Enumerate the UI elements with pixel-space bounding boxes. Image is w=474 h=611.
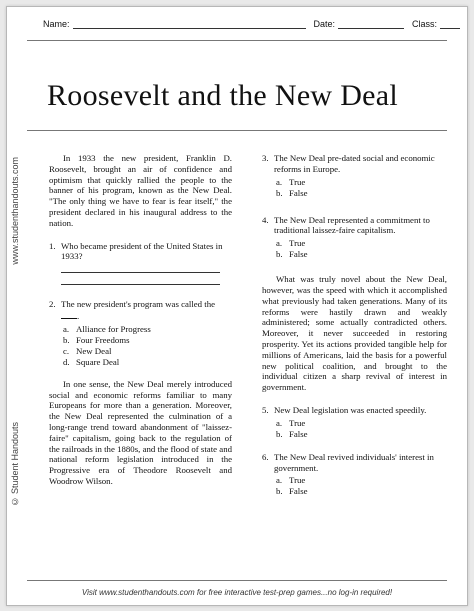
question-6-options xyxy=(276,475,447,497)
paragraph-3: What was truly novel about the New Deal, however, was the speed with which it accomplished what previously had taken generations. Many of its reforms were hastily drawn and weakly administered; some actually contradicted others. Moreover, it never succeeded in restoring prosperity. Yet its actions provided tangible help for millions of Americans, laid the basis for a powerful new political coalition, and brought to the individual citizen a sharp revival of interest in government. xyxy=(262,274,447,393)
class-label: Class: xyxy=(412,19,438,29)
date-label: Date: xyxy=(313,19,336,29)
question-6 xyxy=(262,452,447,474)
title-rule xyxy=(27,130,447,131)
question-stem: The New Deal represented a commitment to traditional laissez-faire capitalism. xyxy=(274,214,430,236)
question-stem: Who became president of the United States in 1933? xyxy=(61,240,223,262)
option-b[interactable]: b. False xyxy=(276,428,308,439)
class-blank[interactable] xyxy=(440,19,460,29)
question-number: 6. xyxy=(262,451,269,462)
footer-link[interactable]: Visit www.studenthandouts.com for free interactive test-prep games...no log-in required! xyxy=(81,588,393,597)
question-number: 4. xyxy=(262,214,269,225)
paragraph-2: In one sense, the New Deal merely introduced social and economic reforms familiar to many Europeans for more than a generation. Moreover, the New Deal represented the culmination of a long-range trend toward abandonment of "laissez-faire" capitalism, going back to the regulation of the railroads in the 1880s, and the flood of state and national reform legislation introduced in the Progressive era of Theodore Roosevelt and Woodrow Wilson. xyxy=(49,378,232,486)
side-url: www.studenthandouts.com xyxy=(10,157,20,265)
name-label: Name: xyxy=(43,19,70,29)
option-a[interactable]: a. True xyxy=(276,475,306,486)
question-number: 1. xyxy=(49,240,56,251)
question-2-options xyxy=(63,324,232,368)
date-field[interactable] xyxy=(314,19,405,29)
fill-in-blank[interactable] xyxy=(61,310,80,321)
header-rule xyxy=(27,40,447,41)
worksheet-page xyxy=(6,6,468,606)
page-title: Roosevelt and the New Deal xyxy=(47,79,399,112)
question-4-options xyxy=(276,238,447,260)
option-b[interactable]: b. False xyxy=(276,486,308,497)
question-stem xyxy=(61,299,232,322)
option-a[interactable]: a. True xyxy=(276,238,306,249)
question-number: 3. xyxy=(262,153,269,163)
question-1 xyxy=(49,241,232,263)
question-5 xyxy=(262,405,447,416)
option-c[interactable]: c. New Deal xyxy=(63,345,112,356)
option-b[interactable]: b. False xyxy=(276,187,308,198)
left-column xyxy=(49,153,232,487)
footer-rule xyxy=(27,580,447,581)
question-stem: The New Deal revived individuals' interest in government. xyxy=(274,451,434,473)
question-stem: New Deal legislation was enacted speedily. xyxy=(274,404,427,415)
answer-line-2[interactable] xyxy=(61,284,220,285)
question-3 xyxy=(262,153,447,175)
stem-text: The new president's program was called the xyxy=(61,299,216,310)
option-a[interactable]: a. True xyxy=(276,417,306,428)
right-column xyxy=(262,153,447,497)
date-blank[interactable] xyxy=(338,19,404,29)
question-3-options xyxy=(276,177,447,199)
question-number: 2. xyxy=(49,299,56,310)
intro-paragraph: In 1933 the new president, Franklin D. Roosevelt, brought an air of confidence and optimism that quickly rallied the people to the banner of his program, known as the New Deal. "The only thing we have to fear is fear itself," the president declared in his inaugural address to the nation. xyxy=(49,153,232,228)
question-number: 5. xyxy=(262,404,269,415)
side-copyright: © Student Handouts xyxy=(10,422,20,507)
stem-text-end: . xyxy=(77,310,80,321)
option-b[interactable]: b. Four Freedoms xyxy=(63,334,130,345)
name-blank[interactable] xyxy=(73,19,306,29)
option-d[interactable]: d. Square Deal xyxy=(63,356,120,367)
question-4 xyxy=(262,215,447,237)
option-a[interactable]: a. True xyxy=(276,176,306,187)
question-stem: The New Deal pre-dated social and economic reforms in Europe. xyxy=(274,153,435,174)
option-a[interactable]: a. Alliance for Progress xyxy=(63,323,151,334)
option-b[interactable]: b. False xyxy=(276,249,308,260)
name-field[interactable] xyxy=(43,19,306,29)
answer-line-1[interactable] xyxy=(61,272,220,273)
question-2 xyxy=(49,299,232,322)
class-field[interactable] xyxy=(412,19,460,29)
question-5-options xyxy=(276,418,447,440)
student-info-header xyxy=(43,19,447,29)
